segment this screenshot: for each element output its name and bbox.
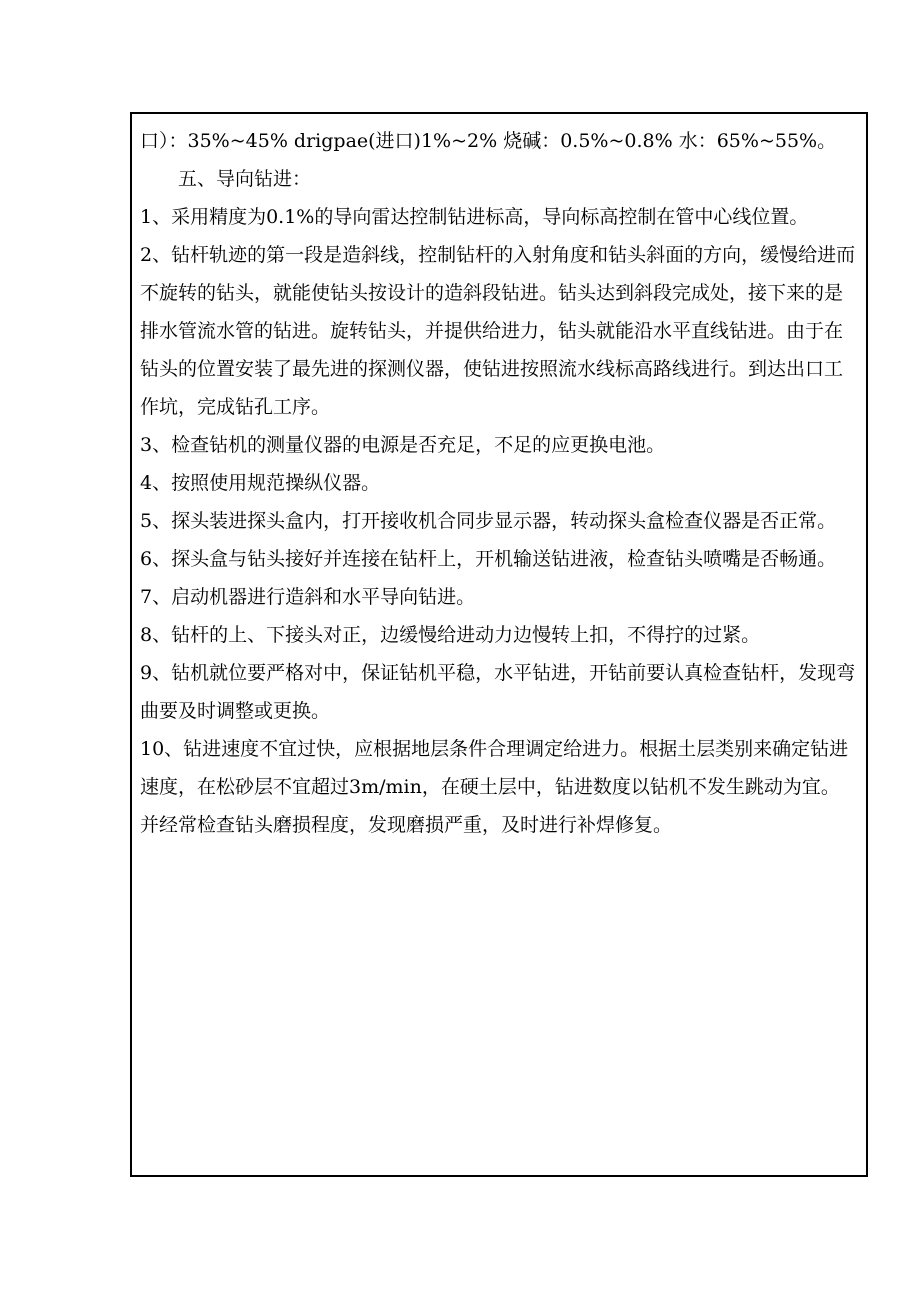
step-4-paragraph: 4、按照使用规范操纵仪器。: [140, 472, 381, 494]
step-7-paragraph: 7、启动机器进行造斜和水平导向钻进。: [140, 586, 476, 608]
step-1-paragraph: 1、采用精度为0.1%的导向雷达控制钻进标高，导向标高控制在管中心线位置。: [140, 206, 809, 228]
step-10-paragraph: 10、钻进速度不宜过快，应根据地层条件合理调定给进力。根据土层类别来确定钻进速度，在松砂层不宜超过3m/min，在硬土层中，钻进数度以钻机不发生跳动为宜。并经常检查钻头磨损程度，发现磨损严重，及时进行补焊修复。: [140, 738, 849, 836]
content-table-cell: [130, 112, 868, 1177]
step-9-paragraph: 9、钻机就位要严格对中，保证钻机平稳，水平钻进，开钻前要认真检查钻杆，发现弯曲要及时调整或更换。: [140, 662, 856, 722]
step-2-paragraph: 2、钻杆轨迹的第一段是造斜线，控制钻杆的入射角度和钻头斜面的方向，缓慢给进而不旋转的钻头，就能使钻头按设计的造斜段钻进。钻头达到斜段完成处，接下来的是排水管流水管的钻进。旋转钻头，并提供给进力，钻头就能沿水平直线钻进。由于在钻头的位置安装了最先进的探测仪器，使钻进按照流水线标高路线进行。到达出口工作坑，完成钻孔工序。: [140, 244, 856, 418]
step-6-paragraph: 6、探头盒与钻头接好并连接在钻杆上，开机输送钻进液，检查钻头喷嘴是否畅通。: [140, 548, 837, 570]
mix-ratio-line: 口）：35%~45% drigpae(进口)1%~2% 烧碱：0.5%~0.8% 水：65%~55%。: [140, 130, 837, 152]
text-body: [140, 122, 858, 844]
step-5-paragraph: 5、探头装进探头盒内，打开接收机合同步显示器，转动探头盒检查仪器是否正常。: [140, 510, 837, 532]
step-8-paragraph: 8、钻杆的上、下接头对正，边缓慢给进动力边慢转上扣，不得拧的过紧。: [140, 624, 761, 646]
step-3-paragraph: 3、检查钻机的测量仪器的电源是否充足，不足的应更换电池。: [140, 434, 666, 456]
section-heading-guided-drilling: 五、导向钻进：: [178, 168, 312, 190]
